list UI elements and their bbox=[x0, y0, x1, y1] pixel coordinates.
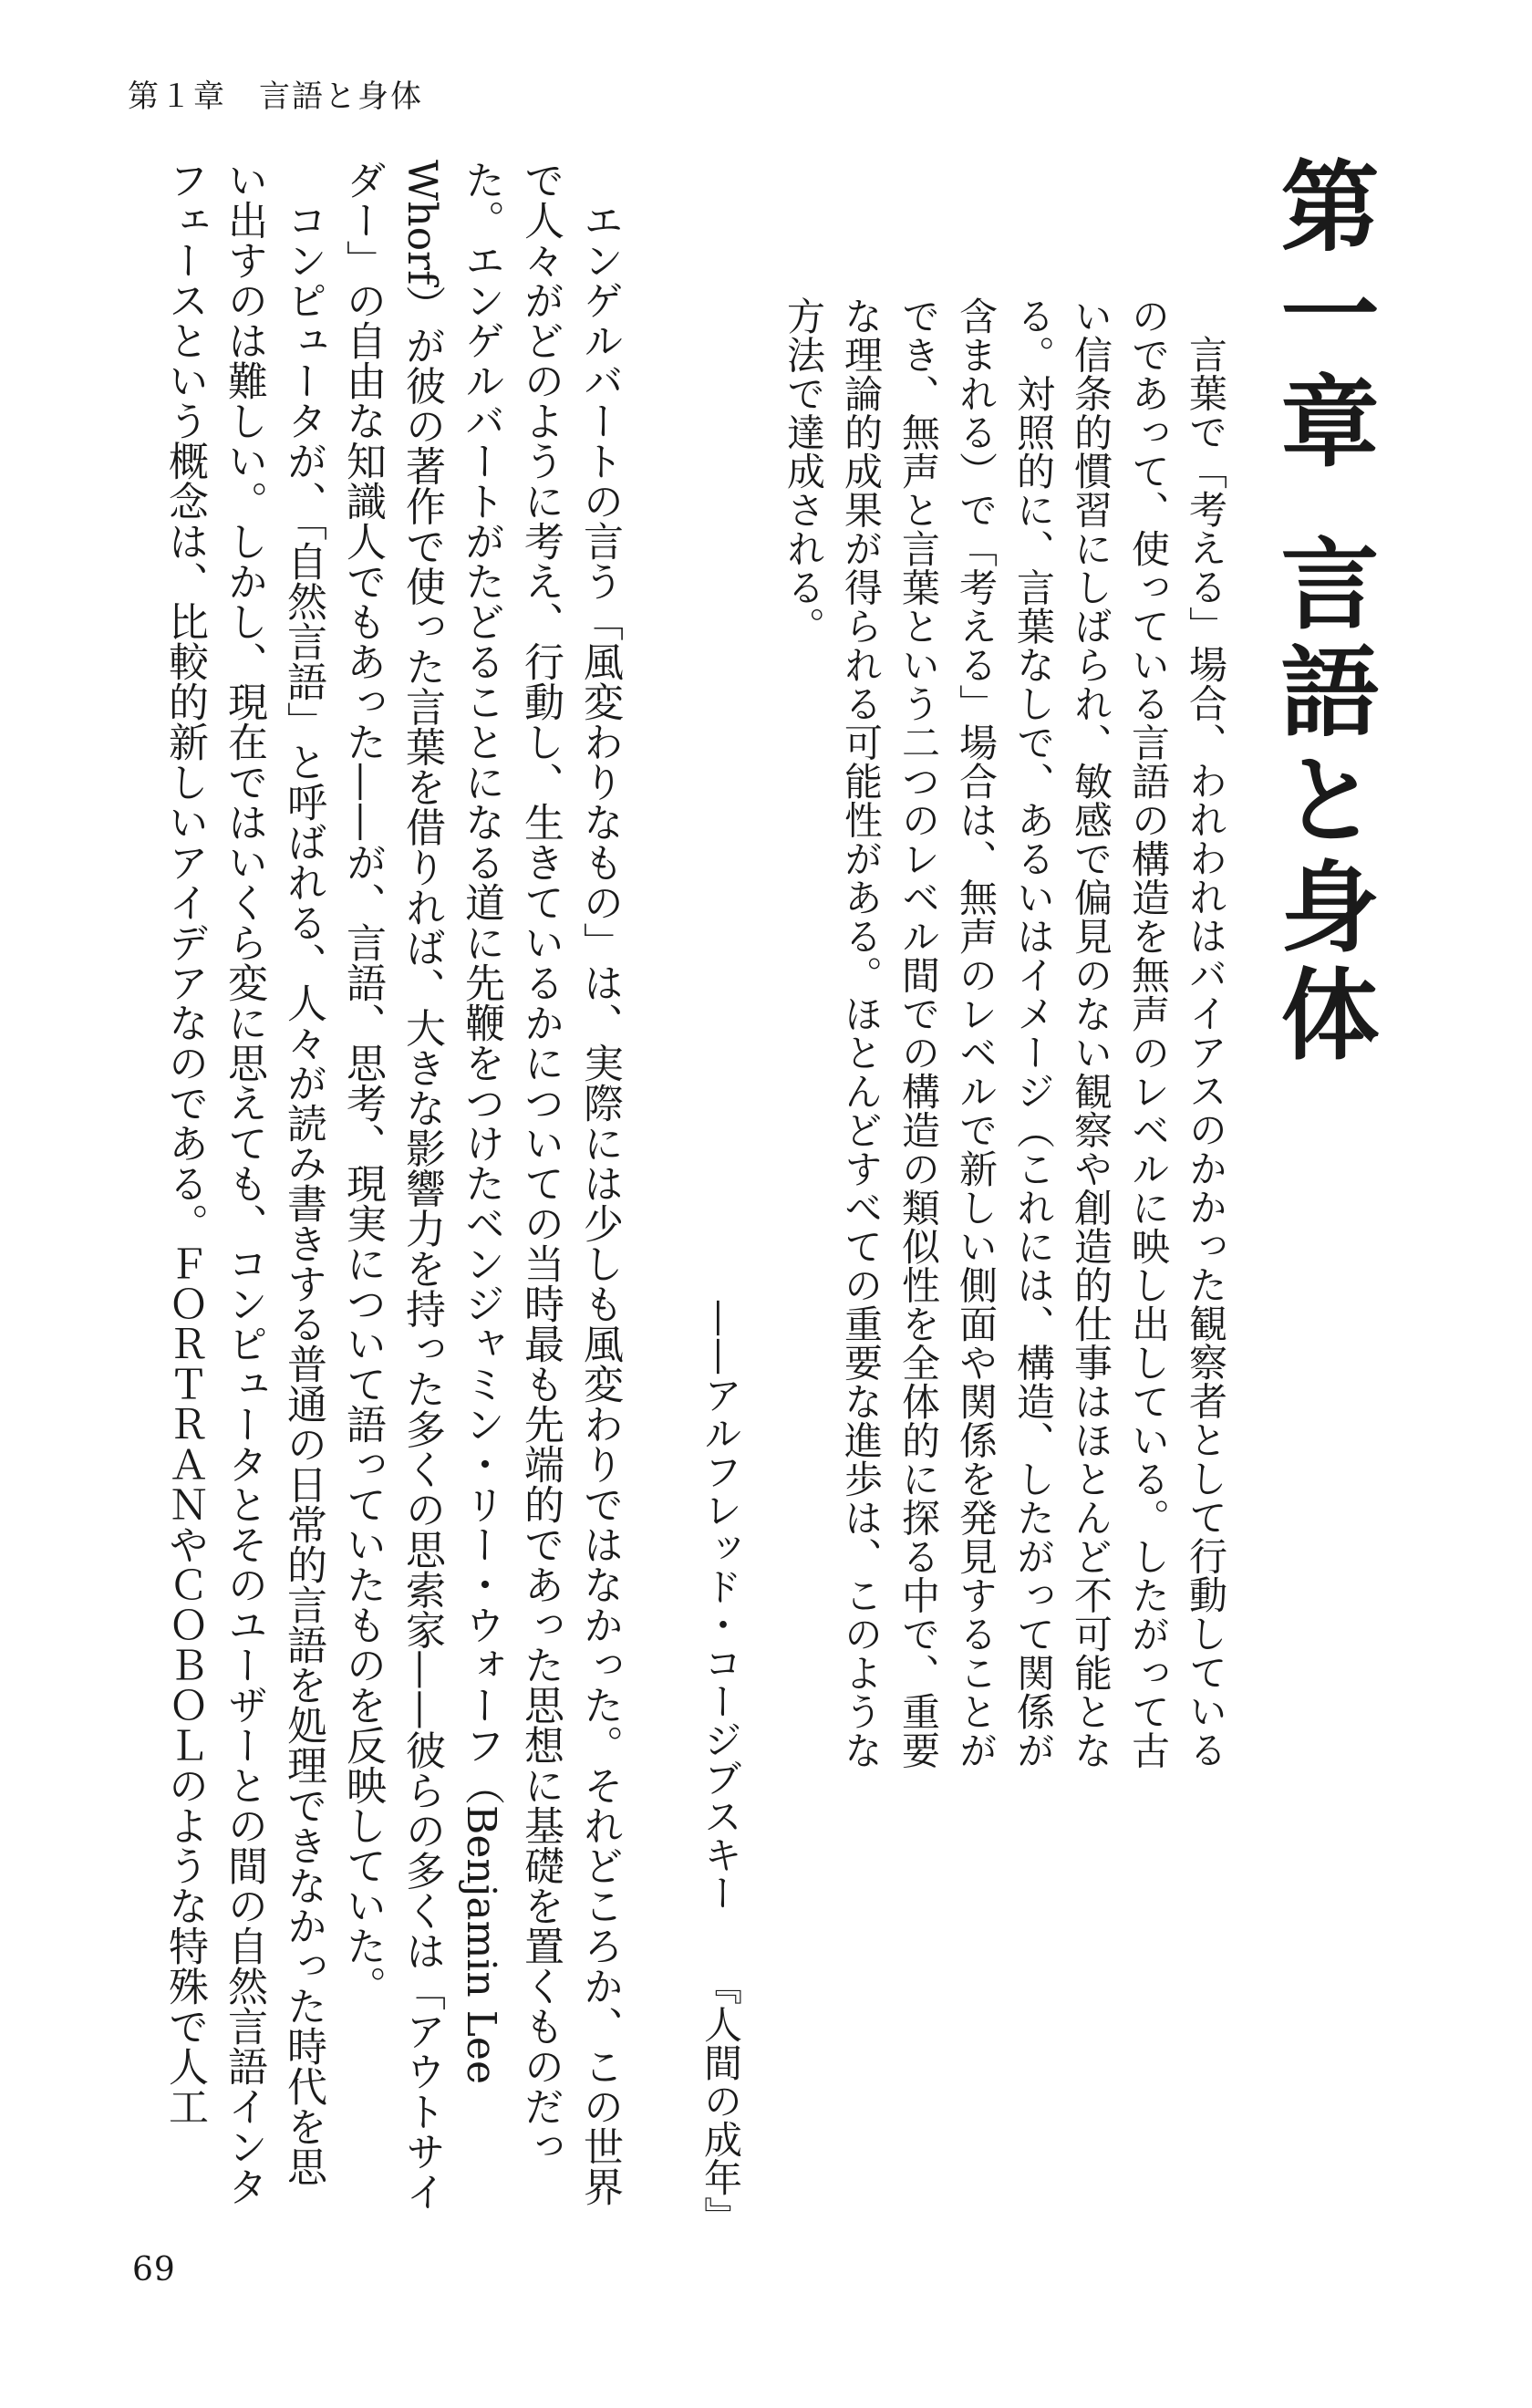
chapter-title bbox=[1257, 155, 1384, 1071]
epigraph-text: 言葉で「考える」場合、われわれはバイアスのかかった観察者として行動しているのであって、使っている言語の構造を無声のレベルに映し出している。したがって古い信条的慣習にしばられ、敏感で偏見のない観察や創造的仕事はほとんど不可能となる。対照的に、言葉なしで、あるいはイメージ（これには、構造、したがって関係が含まれる）で「考える」場合は、無声のレベルで新しい側面や関係を発見することができ、無声と言葉という二つのレベル間での構造の類似性を全体的に探る中で、重要な理論的成果が得られる可能性がある。ほとんどすべての重要な進歩は、このような方法で達成される。 bbox=[782, 296, 1228, 1770]
body-paragraph: エンゲルバートの言う「風変わりなもの」は、実際には少しも風変わりではなかった。それどころか、この世界で人々がどのように考え、行動し、生きているかについての当時最も先端的であった思想に基礎を置くものだった。エンゲルバートがたどることになる道に先鞭をつけたベンジャミン・リー・ウォーフ（Benjamin Lee Whorf）が彼の著作で使った言葉を借りれば、大きな影響力を持った多くの思索家——彼らの多くは「アウトサイダー」の自由な知識人でもあった——が、言語、思考、現実について語っていたものを反映していた。 bbox=[339, 160, 623, 2212]
running-head: 第１章 言語と身体 bbox=[128, 78, 423, 115]
epigraph bbox=[775, 296, 1235, 1792]
body-paragraph: コンピュータが、「自然言語」と呼ばれる、人々が読み書きする普通の日常的言語を処理できなかった時代を思い出すのは難しい。しかし、現在ではいくら変に思えても、コンピュータとそのユーザーとの間の自然言語インタフェースという概念は、比較的新しいアイデアなのである。ＦＯＲＴＲＡＮやＣＯＢＯＬのような特殊で人工 bbox=[161, 160, 326, 2206]
epigraph-author: ——アルフレッド・コージブスキー bbox=[699, 1299, 743, 1912]
epigraph-source: 『人間の成年』 bbox=[699, 1967, 743, 2235]
epigraph-attribution bbox=[693, 1277, 748, 2235]
page-number: 69 bbox=[132, 2251, 176, 2289]
body-text bbox=[155, 160, 629, 2223]
chapter-number: 第一章 bbox=[1264, 155, 1378, 478]
chapter-name: 言語と身体 bbox=[1264, 533, 1378, 1071]
